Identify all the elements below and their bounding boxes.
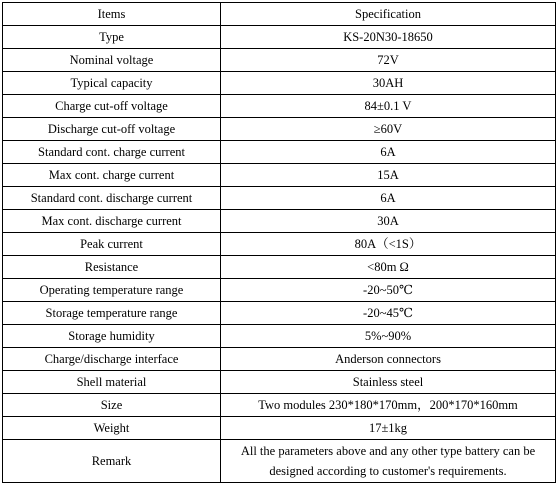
item-cell: Standard cont. discharge current — [3, 187, 221, 210]
table-row-remark — [3, 440, 556, 483]
table-row — [3, 49, 556, 72]
spec-cell: 5%~90% — [221, 325, 556, 348]
table-row — [3, 417, 556, 440]
header-items: Items — [3, 3, 221, 26]
spec-cell: 6A — [221, 141, 556, 164]
table-row — [3, 233, 556, 256]
spec-cell: Stainless steel — [221, 371, 556, 394]
spec-cell: 84±0.1 V — [221, 95, 556, 118]
table-row — [3, 256, 556, 279]
spec-cell: 72V — [221, 49, 556, 72]
table-row — [3, 371, 556, 394]
table-row — [3, 325, 556, 348]
table-row — [3, 141, 556, 164]
table-row — [3, 394, 556, 417]
table-row — [3, 26, 556, 49]
table-row — [3, 210, 556, 233]
spec-cell: 80A（<1S） — [221, 233, 556, 256]
table-row — [3, 302, 556, 325]
item-cell: Charge cut-off voltage — [3, 95, 221, 118]
item-cell: Typical capacity — [3, 72, 221, 95]
spec-cell: -20~50℃ — [221, 279, 556, 302]
item-cell: Max cont. charge current — [3, 164, 221, 187]
table-row — [3, 72, 556, 95]
spec-cell: 17±1kg — [221, 417, 556, 440]
table-row — [3, 164, 556, 187]
spec-cell: ≥60V — [221, 118, 556, 141]
spec-cell: Anderson connectors — [221, 348, 556, 371]
table-row — [3, 118, 556, 141]
header-row — [3, 3, 556, 26]
item-cell: Type — [3, 26, 221, 49]
spec-cell: 6A — [221, 187, 556, 210]
item-cell: Nominal voltage — [3, 49, 221, 72]
item-cell: Charge/discharge interface — [3, 348, 221, 371]
table-row — [3, 279, 556, 302]
spec-cell: 30A — [221, 210, 556, 233]
spec-cell: Two modules 230*180*170mm，200*170*160mm — [221, 394, 556, 417]
item-cell: Remark — [3, 440, 221, 483]
table-row — [3, 187, 556, 210]
spec-cell: <80m Ω — [221, 256, 556, 279]
remark-text: All the parameters above and any other type battery can be designed according to customer's requirements. — [221, 440, 556, 483]
item-cell: Storage temperature range — [3, 302, 221, 325]
item-cell: Weight — [3, 417, 221, 440]
header-specification: Specification — [221, 3, 556, 26]
spec-cell: KS-20N30-18650 — [221, 26, 556, 49]
table-row — [3, 95, 556, 118]
table-row — [3, 348, 556, 371]
item-cell: Storage humidity — [3, 325, 221, 348]
item-cell: Operating temperature range — [3, 279, 221, 302]
item-cell: Max cont. discharge current — [3, 210, 221, 233]
item-cell: Size — [3, 394, 221, 417]
item-cell: Peak current — [3, 233, 221, 256]
spec-cell: -20~45℃ — [221, 302, 556, 325]
spec-cell: 15A — [221, 164, 556, 187]
spec-cell: 30AH — [221, 72, 556, 95]
item-cell: Discharge cut-off voltage — [3, 118, 221, 141]
item-cell: Shell material — [3, 371, 221, 394]
spec-table — [2, 2, 556, 483]
item-cell: Standard cont. charge current — [3, 141, 221, 164]
item-cell: Resistance — [3, 256, 221, 279]
